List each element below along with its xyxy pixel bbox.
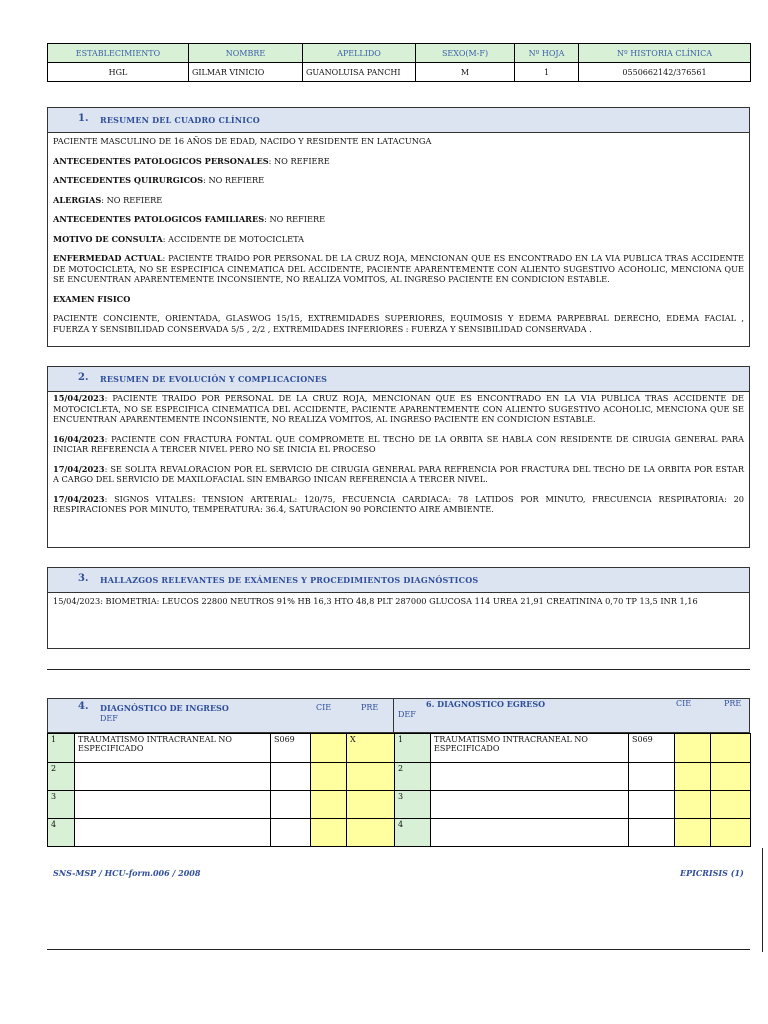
pre-cell <box>675 734 711 763</box>
col-hoja: Nº HOJA <box>515 44 579 63</box>
pre-cell <box>675 791 711 819</box>
table-row <box>395 791 751 819</box>
row-number: 4 <box>48 819 75 847</box>
section3-title: HALLAZGOS RELEVANTES DE EXÁMENES Y PROCEDIMIENTOS DIAGNÓSTICOS <box>100 575 479 585</box>
examen-fisico-text: PACIENTE CONCIENTE, ORIENTADA, GLASWOG 15/15, EXTREMIDADES SUPERIORES, EQUIMOSIS Y EDEMA PARPEBRAL DERECHO, EDEMA FACIAL , FUERZA Y SENSIBILIDAD CONSERVADA 5/5 , 2/2 , EXTREMIDADES INFERIORES : FUERZA Y SENSIBILIDAD CONSERVADA . <box>53 313 744 334</box>
section6-def-label: DEF <box>398 710 416 719</box>
row-number: 1 <box>48 734 75 763</box>
col-nombre: NOMBRE <box>189 44 303 63</box>
row-number: 2 <box>395 763 431 791</box>
evolution-entry: 16/04/2023: PACIENTE CON FRACTURA FONTAL QUE COMPROMETE EL TECHO DE LA ORBITA SE HABLA CON RESIDENTE DE CIRUGIA GENERAL PARA INICIAR REFERENCIA A TERCER NIVEL PERO NO SE INICIA EL PROCESO <box>53 433 744 454</box>
pre-cell <box>311 819 347 847</box>
section4-title: DIAGNÓSTICO DE INGRESO <box>100 703 229 713</box>
def-cell <box>347 763 395 791</box>
table-row <box>395 819 751 847</box>
section3-number: 3. <box>78 573 89 584</box>
section2-number: 2. <box>78 372 89 383</box>
cie-cell <box>271 763 311 791</box>
cie-cell <box>629 819 675 847</box>
pre-cell <box>675 763 711 791</box>
section2-body <box>48 392 749 527</box>
section-resumen-cuadro-clinico <box>47 107 750 347</box>
evolution-entry: 15/04/2023: PACIENTE TRAIDO POR PERSONAL DE LA CRUZ ROJA, MENCIONAN QUE ES ENCONTRADO EN LA VIA PUBLICA TRAS ACCIDENTE DE MOTOCICLETA, NO SE ESPECIFICA CINEMATICA DEL ACCIDENTE, PACIENTE APARENTEMENTE CON ALIENTO SUGESTIVO ACOHOLIC, MENCIONA QUE SE ENCUENTRAN APARENTEMENTE INCONSIENTE, NO REALIZA VOMITOS, AL INGRESO PACIENTE EN CONDICION ESTABLE. <box>53 393 744 424</box>
divider-line <box>47 669 750 670</box>
footer-document-name: EPICRISIS (1) <box>680 868 744 878</box>
section2-header <box>48 367 749 392</box>
section4-number: 4. <box>78 701 89 712</box>
table-row <box>48 763 395 791</box>
col-sexo: SEXO(M-F) <box>416 44 515 63</box>
section1-number: 1. <box>78 113 89 124</box>
val-establecimiento: HGL <box>48 63 189 82</box>
row-number: 3 <box>395 791 431 819</box>
cie-cell: S069 <box>271 734 311 763</box>
diagnosis-cell <box>431 763 629 791</box>
diagnosis-cell <box>431 819 629 847</box>
antecedentes-personales: ANTECEDENTES PATOLOGICOS PERSONALES: NO REFIERE <box>53 155 330 166</box>
diagnostico-egreso-header <box>394 698 750 733</box>
row-number: 1 <box>395 734 431 763</box>
alergias: ALERGIAS: NO REFIERE <box>53 194 163 205</box>
diagnosis-cell <box>75 819 271 847</box>
table-row <box>48 791 395 819</box>
evolution-entry: 17/04/2023: SIGNOS VITALES: TENSION ARTERIAL: 120/75, FECUENCIA CARDIACA: 78 LATIDOS POR MINUTO, FRECUENCIA RESPIRATORIA: 20 RESPIRACIONES POR MINUTO, TEMPERATURA: 36.4, SATURACION 90 PORCIENTO AIRE AMBIENTE. <box>53 493 744 514</box>
val-nombre: GILMAR VINICIO <box>189 63 303 82</box>
pre-cell <box>675 819 711 847</box>
table-row <box>395 763 751 791</box>
cie-cell: S069 <box>629 734 675 763</box>
motivo-consulta: MOTIVO DE CONSULTA: ACCIDENTE DE MOTOCICLETA <box>53 233 305 244</box>
col-establecimiento: ESTABLECIMIENTO <box>48 44 189 63</box>
def-cell: X <box>347 734 395 763</box>
antecedentes-familiares: ANTECEDENTES PATOLOGICOS FAMILIARES: NO REFIERE <box>53 214 326 224</box>
diagnosis-cell <box>431 791 629 819</box>
section4-cie-label: CIE <box>316 703 332 712</box>
cie-cell <box>271 819 311 847</box>
row-number: 4 <box>395 819 431 847</box>
diagnosis-cell <box>75 791 271 819</box>
col-historia: Nº HISTORIA CLÍNICA <box>579 44 751 63</box>
section6-pre-label: PRE <box>724 699 742 708</box>
pre-cell <box>311 763 347 791</box>
def-cell <box>347 791 395 819</box>
diagnosis-cell <box>75 763 271 791</box>
def-cell <box>711 763 751 791</box>
section-evolucion-complicaciones <box>47 366 750 548</box>
section4-pre-label: PRE <box>361 703 379 712</box>
val-sexo: M <box>416 63 515 82</box>
diagnosis-cell: TRAUMATISMO INTRACRANEAL NO ESPECIFICADO <box>75 734 271 763</box>
pre-cell <box>311 791 347 819</box>
section1-title: RESUMEN DEL CUADRO CLÍNICO <box>100 115 260 125</box>
cie-cell <box>271 791 311 819</box>
patient-header-table <box>47 43 751 82</box>
section6-cie-label: CIE <box>676 699 692 708</box>
footer-form-code: SNS-MSP / HCU-form.006 / 2008 <box>53 868 201 878</box>
section4-def-label: DEF <box>100 714 118 723</box>
row-number: 3 <box>48 791 75 819</box>
enfermedad-actual: ENFERMEDAD ACTUAL: PACIENTE TRAIDO POR PERSONAL DE LA CRUZ ROJA, MENCIONAN QUE ES ENCONTRADO EN LA VIA PUBLICA TRAS ACCIDENTE DE MOTOCICLETA, NO SE ESPECIFICA CINEMATICA DEL ACCIDENTE, PACIENTE APARENTEMENTE CON ALIENTO SUGESTIVO ACOHOLIC, MENCIONA QUE SE ENCUENTRAN APARENTEMENTE INCONSIENTE, NO REALIZA VOMITOS, AL INGRESO PACIENTE EN CONDICION ESTABLE. <box>53 253 745 284</box>
section1-header <box>48 108 749 133</box>
cie-cell <box>629 791 675 819</box>
diagnostico-ingreso-header <box>47 698 394 733</box>
table-row <box>48 734 395 763</box>
section3-body: 15/04/2023: BIOMETRIA: LEUCOS 22800 NEUTROS 91% HB 16,3 HTO 48,8 PLT 287000 GLUCOSA 114 UREA 21,91 CREATININA 0,70 TP 13,5 INR 1,16 <box>53 596 698 606</box>
val-historia: 0550662142/376561 <box>579 63 751 82</box>
col-apellido: APELLIDO <box>303 44 416 63</box>
intro-text: PACIENTE MASCULINO DE 16 AÑOS DE EDAD, NACIDO Y RESIDENTE EN LATACUNGA <box>53 136 432 146</box>
examen-fisico-label: EXAMEN FISICO <box>53 293 131 304</box>
section3-header <box>48 568 749 593</box>
section-hallazgos <box>47 567 750 649</box>
pre-cell <box>311 734 347 763</box>
def-cell <box>711 791 751 819</box>
diagnostico-egreso-table <box>394 733 751 847</box>
val-apellido: GUANOLUISA PANCHI <box>303 63 416 82</box>
evolution-entry: 17/04/2023: SE SOLITA REVALORACION POR EL SERVICIO DE CIRUGIA GENERAL PARA REFRENCIA POR FRACTURA DEL TECHO DE LA ORBITA POR ESTAR A CARGO DEL SERVICIO DE MAXILOFACIAL SIN EMBARGO INICAN REFERENCIA A TERCER NIVEL. <box>53 463 744 484</box>
def-cell <box>347 819 395 847</box>
section1-body <box>48 133 749 346</box>
diagnostico-ingreso-table <box>47 733 395 847</box>
antecedentes-quirurgicos: ANTECEDENTES QUIRURGICOS: NO REFIERE <box>53 175 265 185</box>
def-cell <box>711 819 751 847</box>
table-row <box>395 734 751 763</box>
footer-divider <box>47 949 750 950</box>
cie-cell <box>629 763 675 791</box>
section6-title: 6. DIAGNOSTICO EGRESO <box>426 699 546 709</box>
page-edge-line <box>762 848 763 952</box>
row-number: 2 <box>48 763 75 791</box>
diagnosis-cell: TRAUMATISMO INTRACRANEAL NO ESPECIFICADO <box>431 734 629 763</box>
section2-title: RESUMEN DE EVOLUCIÓN Y COMPLICACIONES <box>100 374 328 384</box>
def-cell <box>711 734 751 763</box>
val-hoja: 1 <box>515 63 579 82</box>
table-row <box>48 819 395 847</box>
